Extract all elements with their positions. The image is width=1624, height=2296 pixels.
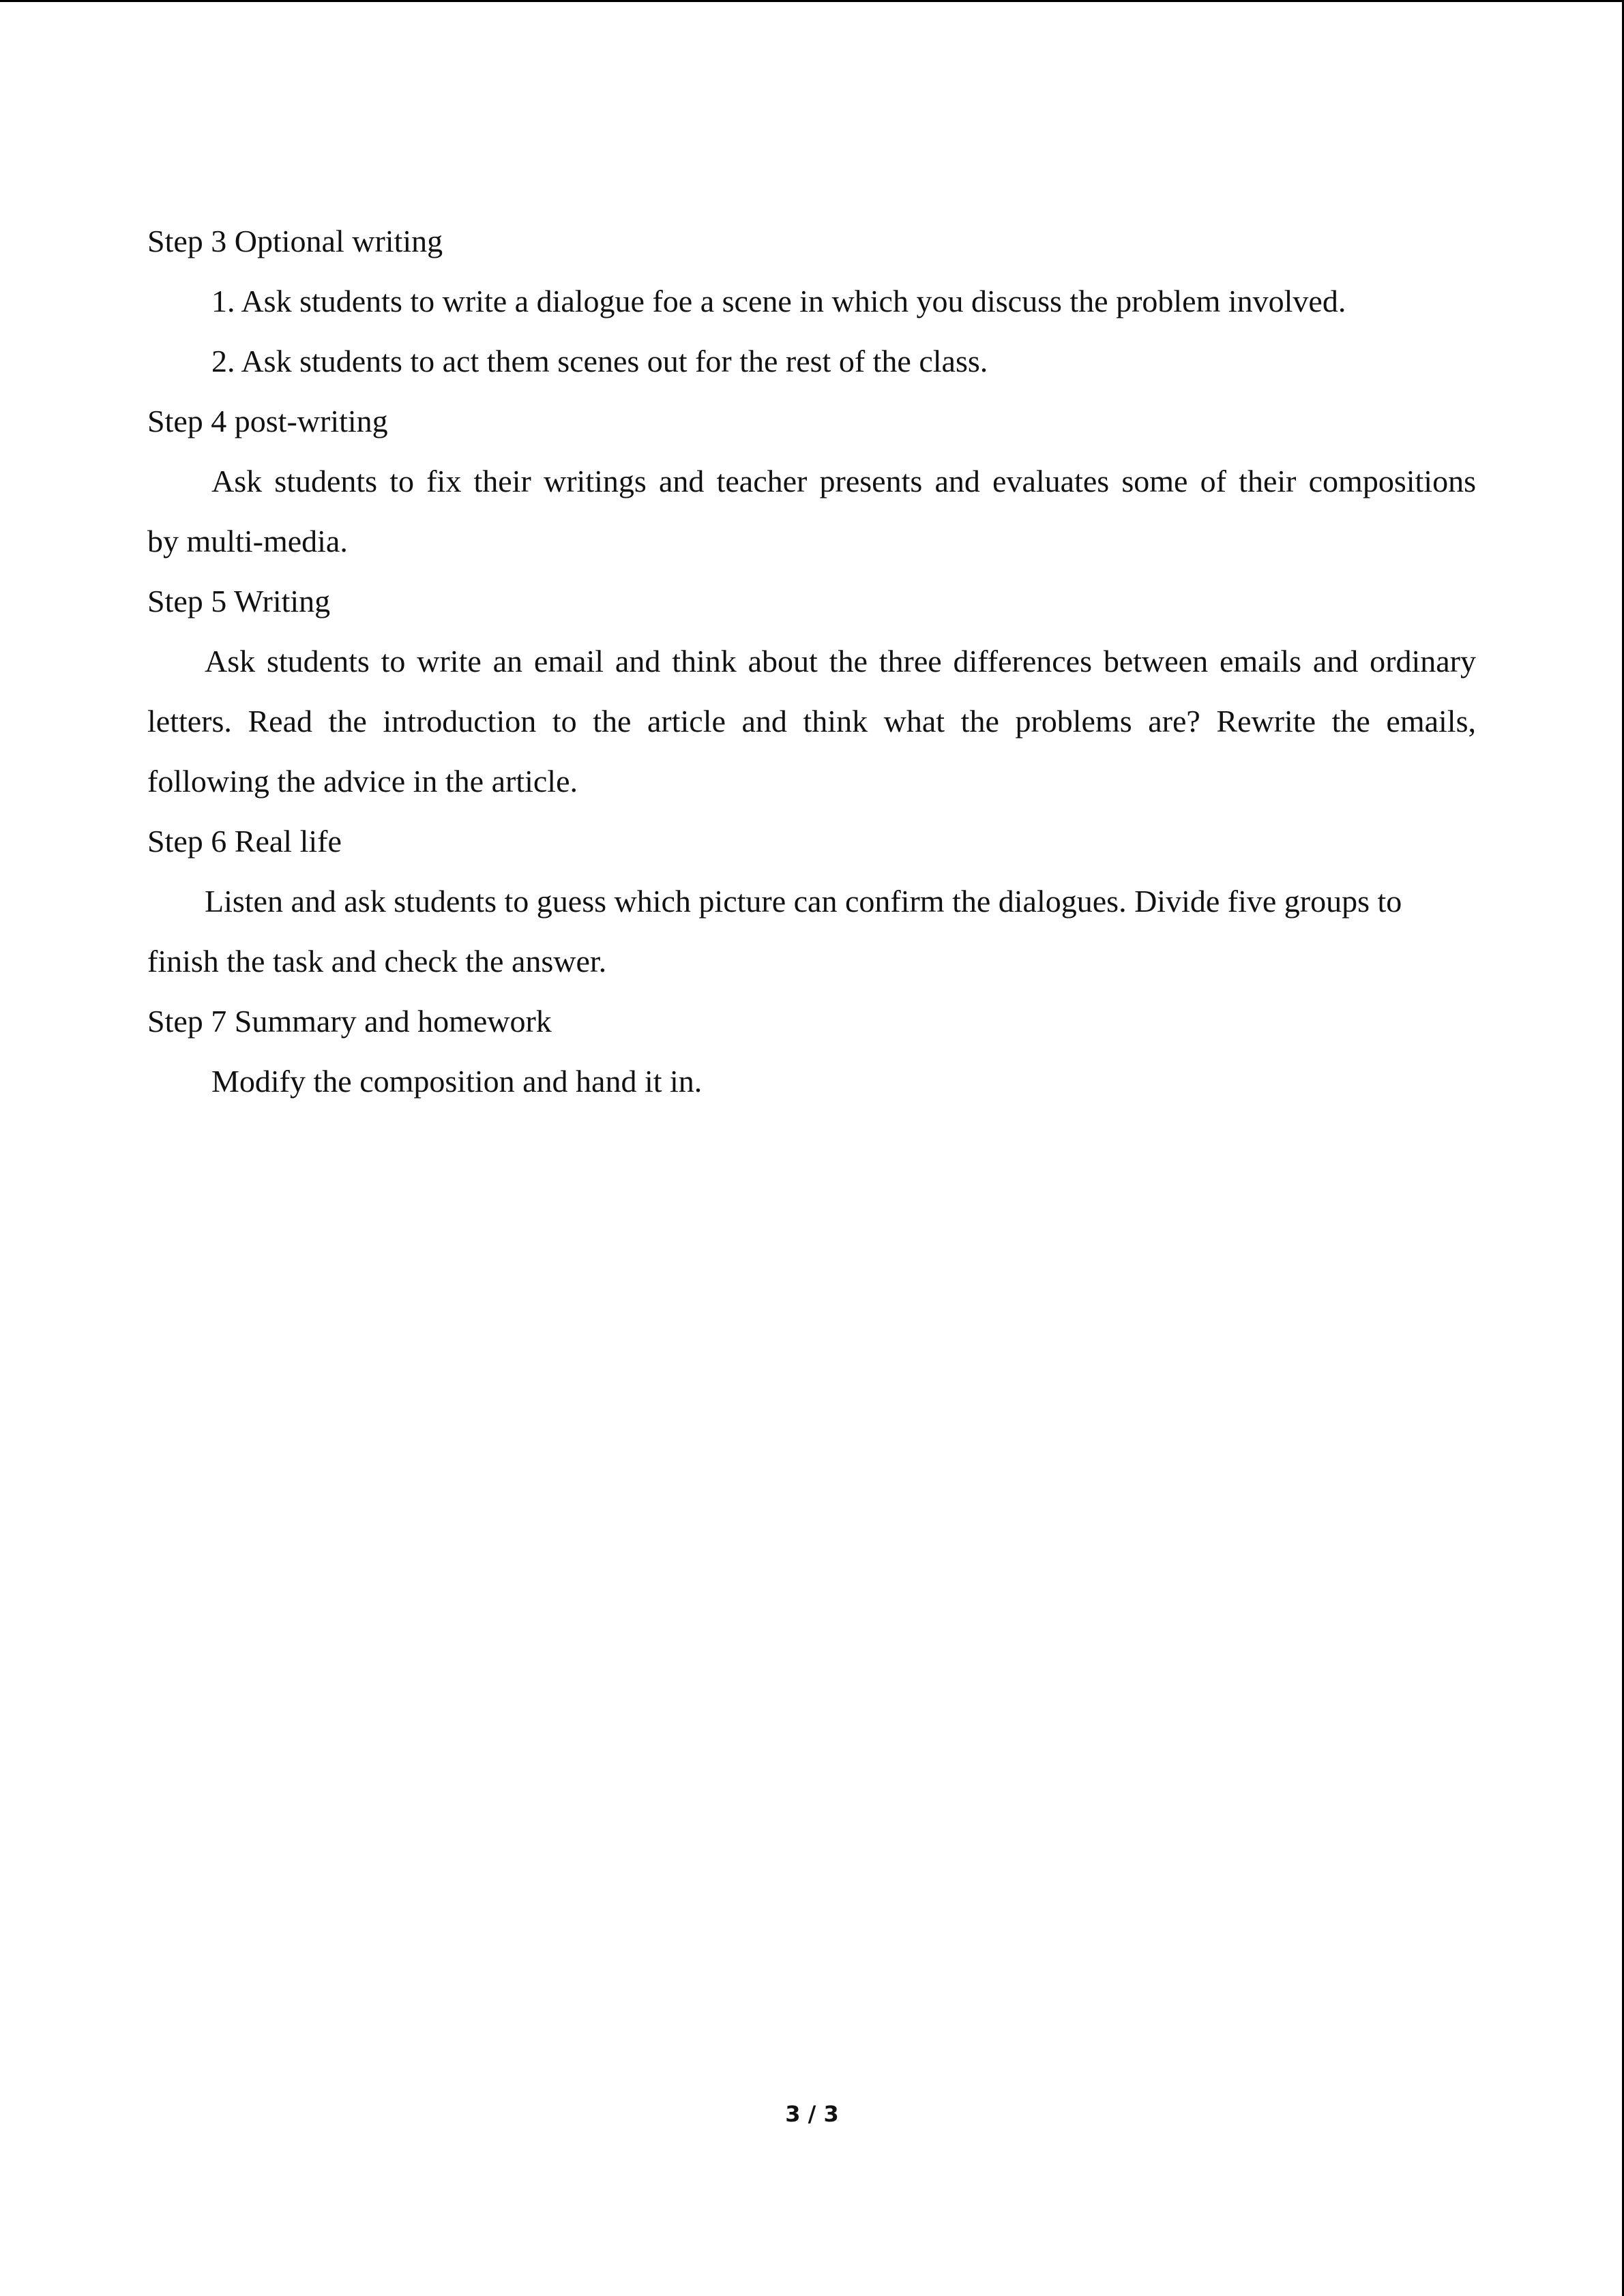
document-body [147, 211, 1476, 1112]
page-number: 3 / 3 [785, 2101, 839, 2127]
step-4-heading: Step 4 post-writing [147, 404, 388, 438]
step-3-item-1: 1. Ask students to write a dialogue foe a scene in which you discuss the problem involved. [211, 284, 1346, 318]
step-5-paragraph-line-3: following the advice in the article. [147, 764, 578, 799]
step-7-paragraph: Modify the composition and hand it in. [211, 1064, 703, 1099]
step-4-paragraph-line-1: Ask students to fix their writings and teacher presents and evaluates some of their compositions [211, 464, 1476, 498]
step-7-heading: Step 7 Summary and homework [147, 1004, 552, 1039]
step-3-heading: Step 3 Optional writing [147, 224, 443, 258]
step-3-item-2: 2. Ask students to act them scenes out for the rest of the class. [211, 344, 988, 378]
step-4-paragraph-line-2: by multi-media. [147, 524, 348, 558]
step-6-paragraph-line-2: finish the task and check the answer. [147, 944, 607, 979]
step-6-heading: Step 6 Real life [147, 824, 342, 859]
step-5-paragraph-line-2: letters. Read the introduction to the article and think what the problems are? Rewrite the emails, [147, 704, 1476, 739]
step-5-paragraph-line-1: Ask students to write an email and think about the three differences between emails and ordinary [205, 644, 1476, 679]
step-5-heading: Step 5 Writing [147, 584, 331, 618]
step-6-paragraph-line-1: Listen and ask students to guess which picture can confirm the dialogues. Divide five groups to [205, 884, 1402, 919]
